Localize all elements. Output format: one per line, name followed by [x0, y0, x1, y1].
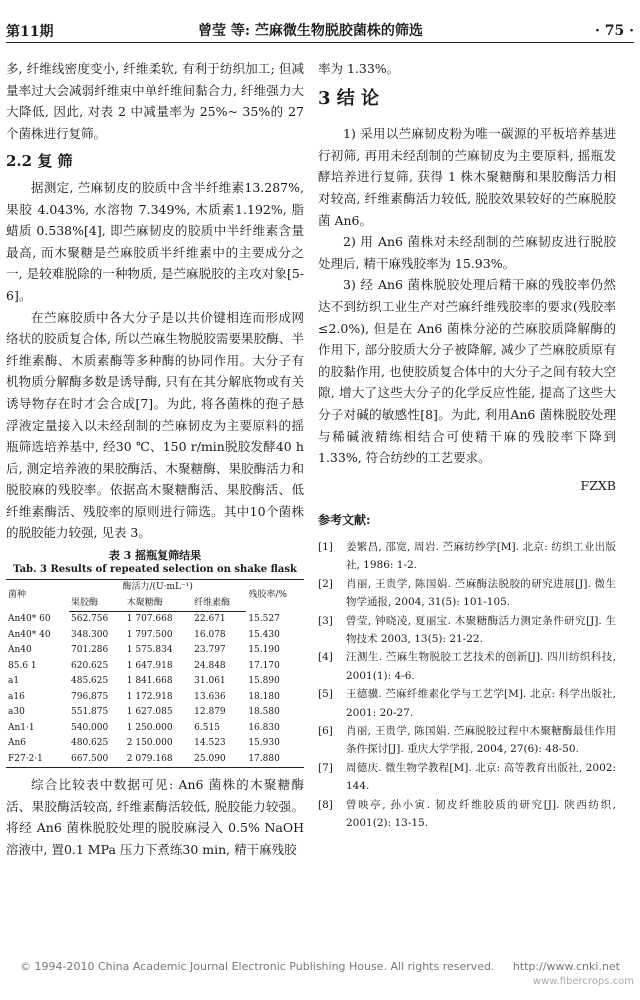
page-footer: [20, 960, 620, 973]
site-watermark: www.fibercrops.com: [532, 976, 634, 987]
paragraph-method: 在苎麻胶质中各大分子是以共价键相连而形成网络状的胶质复合体, 所以苎麻生物脱胶需要果胶酶、半纤维素酶、木质素酶等多种酶的协同作用。大分子有机物质分解酶多数是诱导酶, 只有在其分解底物或有关诱导物存在时才会合成[7]。为此, 将各菌株的孢子悬浮液定量接入以未经刮制的苎麻韧皮为主要原料的摇瓶筛选培养基中, 经30 ℃、150 r/min脱胶发酵40 h后, 测定培养液的果胶酶活、木聚糖酶、果胶酶活力和脱胶麻的残胶率。依据高木聚糖酶活、果胶酶活、低纤维素酶活、残胶率的原则进行筛选。其中10个菌株的脱胶能力较强, 见表 3。: [6, 309, 304, 541]
reference-item: [318, 538, 616, 575]
cell-residue: 15.890: [248, 676, 280, 687]
cell-strain: a16: [8, 691, 25, 702]
col-header-xylanase: 木聚糖酶: [125, 596, 192, 612]
cell-strain: a1: [8, 676, 20, 687]
cnki-link[interactable]: http://www.cnki.net: [512, 960, 620, 973]
table-row: [6, 721, 304, 737]
reference-number: [5]: [318, 688, 333, 701]
paragraph-composition: 据测定, 苎麻韧皮的胶质中含半纤维素13.287%, 果胶 4.043%, 水溶物 7.349%, 木质素1.192%, 脂蜡质 0.538%[4], 即苎麻韧皮的胶质中半纤维素含量最高, 而木聚糖是苎麻胶质半纤维素中的主要成分之一, 是较难脱除的一种物质, 是苎麻脱胶的主攻对象[5-6]。: [6, 179, 304, 303]
cell-pectinase: 667.500: [69, 752, 125, 768]
reference-text: 曾莹, 钟晓凌, 夏丽宝. 木聚糖酶活力测定条件研究[J]. 生物技术 2003, 13(5): 21-22.: [346, 614, 616, 645]
cell-residue: 15.527: [248, 613, 280, 624]
cell-cellulase: 31.061: [194, 676, 226, 687]
page-header: [6, 20, 634, 43]
reference-number: [4]: [318, 651, 333, 664]
paragraph-continued: 多, 纤维线密度变小, 纤维柔软, 有利于纺织加工; 但减量率过大会减弱纤维束中单纤维间黏合力, 纤维强力大大降低, 因此, 对表 2 中减量率为 25%~ 35%的 27 个菌株进行复筛。: [6, 61, 304, 141]
reference-text: 汪测生. 苎麻生物脱胶工艺技术的创新[J]. 四川纺织科技, 2001(1): 4-6.: [346, 651, 616, 682]
reference-text: 姜繁昌, 邵宽, 周岩. 苎麻纺纱学[M]. 北京: 纺织工业出版社, 1986: 1-2.: [346, 540, 616, 572]
table-row: [6, 659, 304, 675]
cell-pectinase: 485.625: [71, 676, 109, 687]
cell-strain: An6: [8, 738, 27, 749]
table-title-zh: 表 3 摇瓶复筛结果: [108, 549, 202, 563]
issue-number: 第11期: [6, 24, 54, 40]
references-list: [318, 538, 616, 833]
section-heading-conclusion: 3 结 论: [318, 87, 380, 109]
cell-residue: 15.430: [248, 629, 280, 640]
reference-item: [318, 612, 616, 649]
copyright-text: © 1994-2010 China Academic Journal Electronic Publishing House. All rights reserved.: [20, 960, 495, 973]
cell-cellulase: 12.879: [194, 707, 226, 718]
cell-pectinase: 562.756: [71, 614, 109, 625]
reference-item: [318, 685, 616, 722]
cell-pectinase: 551.875: [71, 707, 109, 718]
table-row: [6, 643, 304, 659]
cell-residue: 17.880: [246, 752, 304, 768]
reference-number: [6]: [318, 724, 333, 737]
reference-item: [318, 722, 616, 759]
col-header-strain: 菌种: [6, 580, 69, 612]
conclusion-1: 1) 采用以苎麻韧皮粉为唯一碳源的平板培养基进行初筛, 再用未经刮制的苎麻韧皮为主要原料, 摇瓶发酵培养进行复筛, 获得 1 株木聚糖酶和果胶酶活力相对较高, 纤维素酶活力较低, 脱胶效果较好的苎麻脱胶菌 An6。: [318, 126, 616, 228]
table-row: [6, 674, 304, 690]
cell-cellulase: 14.523: [194, 738, 226, 749]
table-row: [6, 752, 304, 768]
cell-strain: a30: [8, 707, 25, 718]
cell-xylanase: 1 172.918: [126, 691, 173, 702]
reference-number: [8]: [318, 798, 333, 811]
cell-strain: An1·1: [8, 722, 35, 733]
cell-pectinase: 701.286: [71, 645, 109, 656]
results-table: [6, 579, 304, 768]
col-header-residue: 残胶率/%: [246, 580, 304, 612]
cell-cellulase: 22.671: [194, 614, 226, 625]
cell-xylanase: 1 647.918: [126, 660, 173, 671]
conclusion-2: 2) 用 An6 菌株对未经刮制的苎麻韧皮进行脱胶处理后, 精干麻残胶率为 15.93%。: [318, 234, 616, 271]
table-row: [6, 705, 304, 721]
section-heading-2-2: 2.2 复 筛: [6, 152, 73, 171]
table-row: [6, 736, 304, 752]
cell-residue: 18.180: [248, 691, 280, 702]
cell-xylanase: 1 575.834: [126, 645, 173, 656]
cell-residue: 15.930: [248, 738, 280, 749]
reference-item: [318, 648, 616, 685]
cell-pectinase: 620.625: [71, 660, 109, 671]
cell-strain: An40* 60: [8, 613, 51, 624]
paragraph-comparison: 综合比较表中数据可见: An6 菌株的木聚糖酶活、果胶酶活较高, 纤维素酶活较低, 脱胶能力较强。将经 An6 菌株脱胶处理的脱胶麻浸入 0.5% NaOH溶液中, 置0.1 MPa 压力下煮练30 min, 精干麻残胶: [6, 777, 304, 857]
reference-number: [1]: [318, 540, 333, 553]
cell-cellulase: 25.090: [192, 752, 246, 768]
col-header-cellulase: 纤维素酶: [192, 596, 246, 612]
cell-pectinase: 348.300: [71, 629, 109, 640]
cell-cellulase: 23.797: [194, 645, 226, 656]
cell-pectinase: 540.000: [71, 722, 109, 733]
cell-xylanase: 1 797.500: [126, 629, 173, 640]
reference-number: [3]: [318, 614, 333, 627]
reference-item: [318, 796, 616, 833]
reference-text: 曾映亭, 孙小寅. 韧皮纤维胶质的研究[J]. 陕西纺织, 2001(2): 13-15.: [346, 798, 616, 829]
table-row: [6, 628, 304, 644]
cell-pectinase: 796.875: [71, 691, 109, 702]
cell-strain: F27·2·1: [6, 752, 69, 768]
running-title: 曾莹 等: 苎麻微生物脱胶菌株的筛选: [198, 23, 423, 39]
cell-residue: 15.190: [248, 645, 280, 656]
cell-pectinase: 480.625: [71, 738, 109, 749]
cell-xylanase: 1 250.000: [126, 722, 173, 733]
reference-text: 周德庆. 微生物学教程[M]. 北京: 高等教育出版社, 2002: 144.: [346, 761, 616, 793]
table-title-en: Tab. 3 Results of repeated selection on shake flask: [13, 564, 297, 576]
references-heading: 参考文献:: [318, 513, 371, 528]
conclusion-3: 3) 经 An6 菌株脱胶处理后精干麻的残胶率仍然达不到纺织工业生产对苎麻纤维残胶率的要求(残胶率 ≤2.0%), 但是在 An6 菌株分泌的苎麻胶质降解酶的作用下, 部分胶质大分子被降解, 减少了苎麻胶质原有的胶黏作用, 也使胶质复合体中的大分子之间有较大空隙, 增大了这些大分子的化学反应性能, 提高了这些大分子对碱的敏感性[8]。为此, 利用An6 菌株脱胶处理与稀碱液精练相结合可使精干麻的残胶率下降到 1.33%, 符合纺纱的工艺要求。: [318, 277, 616, 466]
journal-code: FZXB: [580, 477, 616, 493]
cell-xylanase: 2 150.000: [126, 738, 173, 749]
cell-cellulase: 6.515: [194, 722, 220, 733]
cell-cellulase: 24.848: [194, 660, 226, 671]
cell-xylanase: 1 627.085: [126, 707, 173, 718]
cell-residue: 17.170: [248, 660, 280, 671]
table-row: [6, 690, 304, 706]
col-header-enzyme: 酶活力/(U·mL⁻¹): [69, 580, 246, 596]
paragraph-continued-right: 率为 1.33%。: [318, 61, 400, 76]
cell-xylanase: 2 079.168: [125, 752, 192, 768]
left-column: [6, 58, 304, 860]
reference-number: [2]: [318, 577, 333, 590]
cell-cellulase: 16.078: [194, 629, 226, 640]
reference-text: 肖丽, 王贵学, 陈国娟. 苎麻酶法脱胶的研究进展[J]. 微生物学通报, 2004, 31(5): 101-105.: [346, 577, 616, 609]
table-3: [6, 548, 304, 768]
reference-item: [318, 759, 616, 796]
cell-xylanase: 1 841.668: [126, 676, 173, 687]
reference-item: [318, 575, 616, 612]
table-row: [6, 612, 304, 628]
cell-xylanase: 1 707.668: [126, 614, 173, 625]
cell-strain: An40: [8, 645, 32, 656]
cell-cellulase: 13.636: [194, 691, 226, 702]
right-column: [318, 58, 616, 832]
cell-residue: 18.580: [248, 707, 280, 718]
col-header-pectinase: 果胶酶: [69, 596, 125, 612]
cell-residue: 16.830: [248, 722, 280, 733]
reference-number: [7]: [318, 761, 333, 774]
page-number: · 75 ·: [595, 23, 634, 39]
reference-text: 王德骥. 苎麻纤维素化学与工艺学[M]. 北京: 科学出版社, 2001: 20-27.: [346, 688, 616, 719]
cell-strain: 85.6 1: [8, 660, 37, 671]
reference-text: 肖丽, 王贵学, 陈国娟. 苎麻脱胶过程中木聚糖酶最佳作用条件探讨[J]. 重庆大学学报, 2004, 27(6): 48-50.: [346, 724, 616, 756]
cell-strain: An40* 40: [8, 629, 51, 640]
